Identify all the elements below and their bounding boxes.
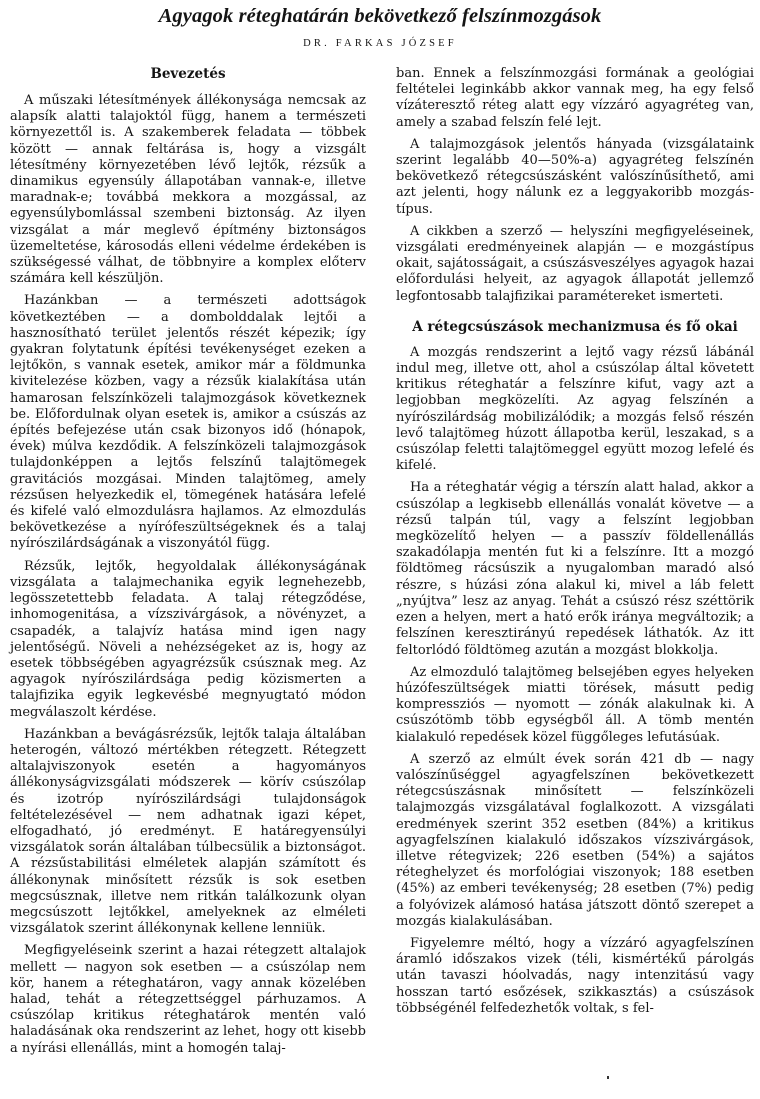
left-column	[10, 66, 366, 1063]
right-column	[396, 66, 754, 1023]
paragraph: Ha a réteghatár végig a térszín alatt halad, akkor a csúszólap a legkisebb ellenállás vonalát követve — a rézsű talpán túl, vagy a felszínt legjobban megközelítő helyen — a passzív földellenállás szakadólapja mentén fut ki a felszínre. Itt a mozgó földtömeg rácsúszik a nyugalomban maradó alsó részre, s húzási zóna alakul ki, mivel a láb felett „nyújtva” lesz az anyag. Tehát a csúszó rész széttörik ezen a helyen, mert a ható erők iránya megváltozik; a felszínen keresztirányú repedések láthatók. Az itt feltorlódó földtömeg azután a mozgást blokkolja.	[396, 480, 754, 658]
paragraph: A szerző az elmúlt évek során 421 db — nagy valószínűséggel agyagfelszínen bekövetkezett rétegcsúszásnak minősített — felszínközeli talajmozgás vizsgálatával foglalkozott. A vizsgálati eredmények szerint 352 esetben (84%) a kritikus agyagfelszínen kialakuló időszakos vízszivárgások, illetve rétegvizek; 226 esetben (54%) a sajátos réteghelyzet és morfológiai viszonyok; 188 esetben (45%) az emberi tevékenység; 28 esetben (7%) pedig a folyóvizek alámosó hatása játszott döntő szerepet a mozgás kialakulásában.	[396, 751, 754, 929]
paragraph: Megfigyeléseink szerint a hazai rétegzett altalajok mellett — nagyon sok esetben — a csúszólap nem kör, hanem a réteghatáron, vagy annak közelében halad, tehát a rétegzettséggel párhuzamos. A csúszólap kritikus réteghatárok mentén való haladásának oka rendszerint az lehet, hogy ott kisebb a nyírási ellenállás, mint a homogén talaj-	[10, 943, 366, 1056]
section-heading-mechanism: A rétegcsúszások mechanizmusa és fő okai	[412, 318, 738, 335]
paragraph: A mozgás rendszerint a lejtő vagy rézsű lábánál indul meg, illetve ott, ahol a csúszólap által követett kritikus réteghatár a felszínre kifut, vagy azt a legjobban megközelíti. Az agyag felszínén a nyírószilárdság mobilizálódik; a mozgás felső részén levő talajtömeg húzott állapotba kerül, leszakad, s a csúszólap feletti talajtömeggel együtt mozog lefelé és kifelé.	[396, 344, 754, 474]
paragraph: A műszaki létesítmények állékonysága nemcsak az alapsík alatti talajoktól függ, hanem a természeti környezettől is. A szakemberek feladata — többek között — annak feltárása is, hogy a vizsgált létesítmény környezetében lévő lejtők, rézsűk a dinamikus egyensúly állapotában vannak-e, illetve maradnak-e; továbbá mekkora a mozgással, az egyensúlybomlással szembeni biztonság. Az ilyen vizsgálat a már meglevő építmény biztonságos üzemeltetése, károsodás elleni védelme érdekében is szükségessé válhat, de többnyire a komplex előterv számára kell készüljön.	[10, 93, 366, 287]
article-author: DR. FARKAS JÓZSEF	[303, 38, 457, 49]
paragraph: Rézsűk, lejtők, hegyoldalak állékonyságának vizsgálata a talajmechanika egyik legnehezebb, legösszetettebb feladata. A talaj rétegződése, inhomogenitása, a vízszivárgások, a növényzet, a csapadék, a talajvíz hatása mind igen nagy jelentőségű. Növeli a nehézségeket az is, hogy az esetek többségében agyagrézsűk csúsznak meg. Az agyagok nyírószilárdsága pedig közismerten a talajfizika egyik legkevésbé megnyugtató módon megválaszolt kérdése.	[10, 558, 366, 720]
article-title: Agyagok réteghatárán bekövetkező felszínmozgások	[158, 5, 602, 27]
section-heading-intro: Bevezetés	[150, 66, 226, 82]
paragraph: Hazánkban a bevágásrézsűk, lejtők talaja általában heterogén, változó mértékben rétegzett. Rétegzett altalajviszonyok esetén a hagyományos állékonyságvizsgálati módszerek — körív csúszólap és izotróp nyírószilárdsági tulajdonságok feltételezésével — nem adhatnak igazi képet, elfogadható, jó eredményt. E határegyensúlyi vizsgálatok során általában túlbecsülik a biztonságot. A rézsűstabilitási elméletek alapján számított és állékonynak minősített rézsűk is sok esetben megcsúsznak, illetve nem ritkán találkozunk olyan megcsúszott lejtőkkel, amelyeknek az elméleti vizsgálatok szerint állékonynak kellene lenniük.	[10, 726, 366, 937]
print-speck	[607, 1076, 609, 1079]
paragraph: A cikkben a szerző — helyszíni megfigyeléseinek, vizsgálati eredményeinek alapján — e mozgástípus okait, sajátosságait, a csúszásveszélyes agyagok hazai előfordulási helyeit, az agyagok állapotát jellemző legfontosabb talajfizikai paramétereket ismerteti.	[396, 223, 754, 304]
paragraph: Az elmozduló talajtömeg belsejében egyes helyeken húzófeszültségek miatti törések, másutt pedig kompressziós — nyomott — zónák alakulnak ki. A csúszótömb több egységből áll. A tömb mentén kialakuló repedések közel függőleges lefutásúak.	[396, 664, 754, 745]
paragraph: Hazánkban — a természeti adottságok következtében — a dombolddalak lejtői a hasznosítható terület jelentős részét képezik; így gyakran folytatunk építési tevékenységet ezeken a lejtőkön, s vannak esetek, amikor már a földmunka kivitelezése közben, vagy a rézsűk kialakítása után hamarosan felszínközeli talajmozgások következnek be. Előfordulnak olyan esetek is, amikor a csúszás az építés befejezése után csak bizonyos idő (hónapok, évek) múlva kezdődik. A felszínközeli talajmozgások tulajdonképpen a lejtős felszínű talajtömegek gravitációs mozgásai. Minden talajtömeg, amely rézsűsen helyezkedik el, tömegének hatására lefelé és kifelé való elmozdulásra hajlamos. Az elmozdulás bekövetkezése a nyírófeszültségeknek és a talaj nyírószilárdságának a viszonyától függ.	[10, 293, 366, 552]
paragraph: A talajmozgások jelentős hányada (vizsgálataink szerint legalább 40—50%-a) agyagréteg felszínén bekövetkező rétegcsúszásként valószínűsíthető, ami azt jelenti, hogy nálunk ez a leggyakoribb mozgás-típus.	[396, 136, 754, 217]
paragraph: Figyelemre méltó, hogy a vízzáró agyagfelszínen áramló időszakos vizek (téli, kismértékű párolgás után tavaszi hóolvadás, nagy intenzitású vagy hosszan tartó esőzések, szikkasztás) a csúszások többségénél felfedezhetők voltak, s fel-	[396, 935, 754, 1016]
paragraph-continued: ban. Ennek a felszínmozgási formának a geológiai feltételei leginkább akkor vannak meg, ha egy felső vízáteresztő réteg alatt egy vízzáró agyagréteg van, amely a szabad felszín felé lejt.	[396, 66, 754, 130]
